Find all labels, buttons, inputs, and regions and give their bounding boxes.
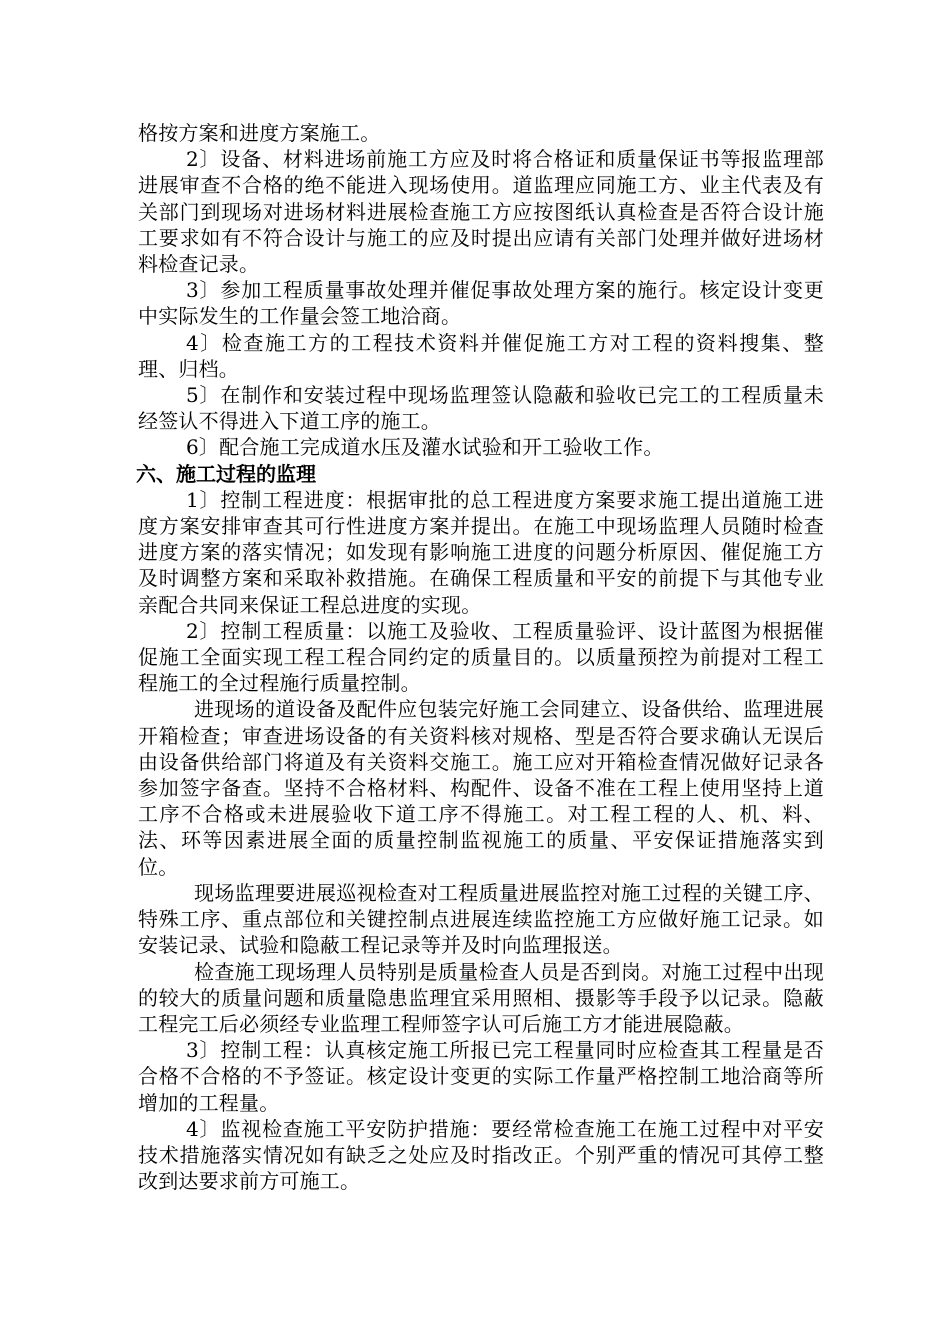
section-paragraph-quality-control: 2〕控制工程质量：以施工及验收、工程质量验评、设计蓝图为根据催促施工全面实现工程工程合同约定的质量目的。以质量预控为前提对工程工程施工的全过程施行质量控制。 [138,618,824,696]
section-paragraph-progress-control: 1〕控制工程进度：根据审批的总工程进度方案要求施工提出道施工进度方案安排审查其可行性进度方案并提出。在施工中现场监理人员随时检查进度方案的落实情况；如发现有影响施工进度的问题分析原因、催促施工方及时调整方案和采取补救措施。在确保工程质量和平安的前提下与其他专业亲配合共同来保证工程总进度的实现。 [138,487,824,617]
section-paragraph-equipment-inspection: 进现场的道设备及配件应包装完好施工会同建立、设备供给、监理进展开箱检查；审查进场设备的有关资料核对规格、型是否符合要求确认无误后由设备供给部门将道及有关资料交施工。施工应对开箱检查情况做好记录各参加签字备查。坚持不合格材料、构配件、设备不准在工程上使用坚持上道工序不合格或未进展验收下道工序不得施工。对工程工程的人、机、料、法、环等因素进展全面的质量控制监视施工的质量、平安保证措施落实到位。 [138,697,824,879]
paragraph-item-2: 2〕设备、材料进场前施工方应及时将合格证和质量保证书等报监理部进展审查不合格的绝不能进入现场使用。道监理应同施工方、业主代表及有关部门到现场对进场材料进展检查施工方应按图纸认真检查是否符合设计施工要求如有不符合设计与施工的应及时提出应请有关部门处理并做好进场材料检查记录。 [138,147,824,277]
paragraph-continuation: 格按方案和进度方案施工。 [138,121,381,145]
section-paragraph-safety-supervision: 4〕监视检查施工平安防护措施：要经常检查施工在施工过程中对平安技术措施落实情况如有缺乏之处应及时指改正。个别严重的情况可其停工整改到达要求前方可施工。 [138,1116,824,1194]
section-paragraph-quantity-control: 3〕控制工程：认真核定施工所报已完工程量同时应检查其工程量是否合格不合格的不予签证。核定设计变更的实际工作量严格控制工地洽商等所增加的工程量。 [138,1038,824,1115]
section-paragraph-staff-check: 检查施工现场理人员特别是质量检查人员是否到岗。对施工过程中出现的较大的质量问题和质量隐患监理宜采用照相、摄影等手段予以记录。隐蔽工程完工后必须经专业监理工程师签字认可后施工方才能进展隐蔽。 [138,959,824,1036]
paragraph-item-5: 5〕在制作和安装过程中现场监理签认隐蔽和验收已完工的工程质量未经签认不得进入下道工序的施工。 [138,383,824,434]
section-paragraph-site-patrol: 现场监理要进展巡视检查对工程质量进展监控对施工过程的关键工序、特殊工序、重点部位和关键控制点进展连续监控施工方应做好施工记录。如安装记录、试验和隐蔽工程记录等并及时向监理报送。 [138,880,824,958]
paragraph-item-6: 6〕配合施工完成道水压及灌水试验和开工验收工作。 [186,435,664,460]
paragraph-item-3: 3〕参加工程质量事故处理并催促事故处理方案的施行。核定设计变更中实际发生的工作量会签工地洽商。 [138,278,824,329]
paragraph-item-4: 4〕检查施工方的工程技术资料并催促施工方对工程的资料搜集、整理、归档。 [138,330,824,381]
section-heading: 六、施工过程的监理 [136,461,316,486]
document-body [138,120,824,1194]
